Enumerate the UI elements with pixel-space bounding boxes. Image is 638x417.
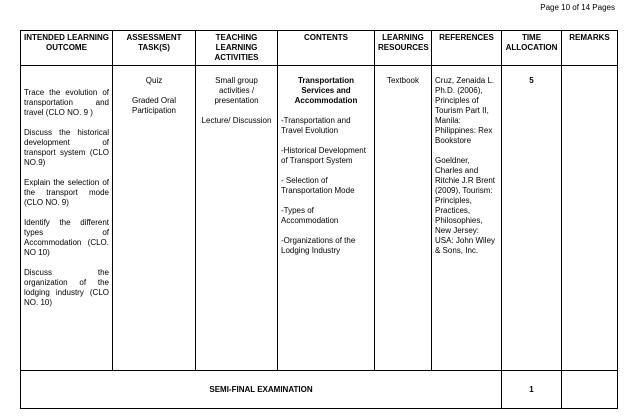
header-row: [21, 31, 618, 66]
contents-item: -Types of Accommodation: [281, 206, 339, 225]
outcome-item: Explain the selection of the transport mode (CLO NO. 9): [24, 178, 109, 207]
remarks-cell: [562, 66, 618, 371]
header-assessment-tasks: ASSESSMENT TASK(S): [113, 31, 196, 66]
header-learning-resources: LEARNING RESOURCES: [375, 31, 432, 66]
header-time-allocation: TIME ALLOCATION: [502, 31, 562, 66]
table-row: [21, 66, 618, 371]
contents-title: Transportation Services and Accommodation: [294, 76, 358, 105]
activity-item: Small group activities / presentation: [214, 76, 259, 105]
assessment-item: Quiz: [145, 76, 163, 85]
header-remarks: REMARKS: [562, 31, 618, 66]
header-intended-learning-outcome: INTENDED LEARNING OUTCOME: [21, 31, 113, 66]
resources-item: Textbook: [386, 76, 420, 85]
assessment-item: Graded Oral Participation: [131, 96, 177, 115]
time-allocation-cell: [502, 66, 562, 371]
contents-item: -Organizations of the Lodging Industry: [281, 236, 356, 255]
reference-item: Cruz, Zenaida L. Ph.D. (2006), Principles of Tourism Part II, Manila: Philippines: Rex Bookstore: [435, 76, 495, 145]
header-contents: CONTENTS: [278, 31, 375, 66]
time-allocation-value: 5: [529, 76, 534, 85]
resources-cell: [375, 66, 432, 371]
outcome-item: Discuss the organization of the lodging industry (CLO NO. 10): [24, 268, 109, 307]
contents-item: -Transportation and Travel Evolution: [281, 116, 351, 135]
contents-item: -Historical Development of Transport System: [281, 146, 366, 165]
activity-item: Lecture/ Discussion: [201, 116, 272, 125]
reference-item: Goeldner, Charles and Ritchie J.R Brent (2009), Tourism: Principles, Practices, Philosophies, New Jersey: USA: John Wiley & Sons, Inc.: [435, 156, 496, 255]
header-teaching-learning-activities: TEACHING LEARNING ACTIVITIES: [196, 31, 278, 66]
contents-item: - Selection of Transportation Mode: [281, 176, 355, 195]
syllabus-table: [20, 30, 618, 409]
exam-label: SEMI-FINAL EXAMINATION: [21, 371, 502, 409]
outcomes-cell: [21, 66, 113, 371]
assessment-cell: [113, 66, 196, 371]
header-references: REFERENCES: [432, 31, 502, 66]
exam-row: [21, 371, 618, 409]
contents-cell: [278, 66, 375, 371]
page-number: Page 10 of 14 Pages: [540, 3, 615, 12]
activities-cell: [196, 66, 278, 371]
outcome-item: Trace the evolution of transportation and travel (CLO NO. 9 ): [24, 88, 109, 117]
exam-time: 1: [502, 371, 562, 409]
references-cell: [432, 66, 502, 371]
outcome-item: Discuss the historical development of transport system (CLO NO.9): [24, 128, 109, 167]
exam-remarks: [562, 371, 618, 409]
outcome-item: Identify the different types of Accommodation (CLO. NO 10): [24, 218, 109, 257]
